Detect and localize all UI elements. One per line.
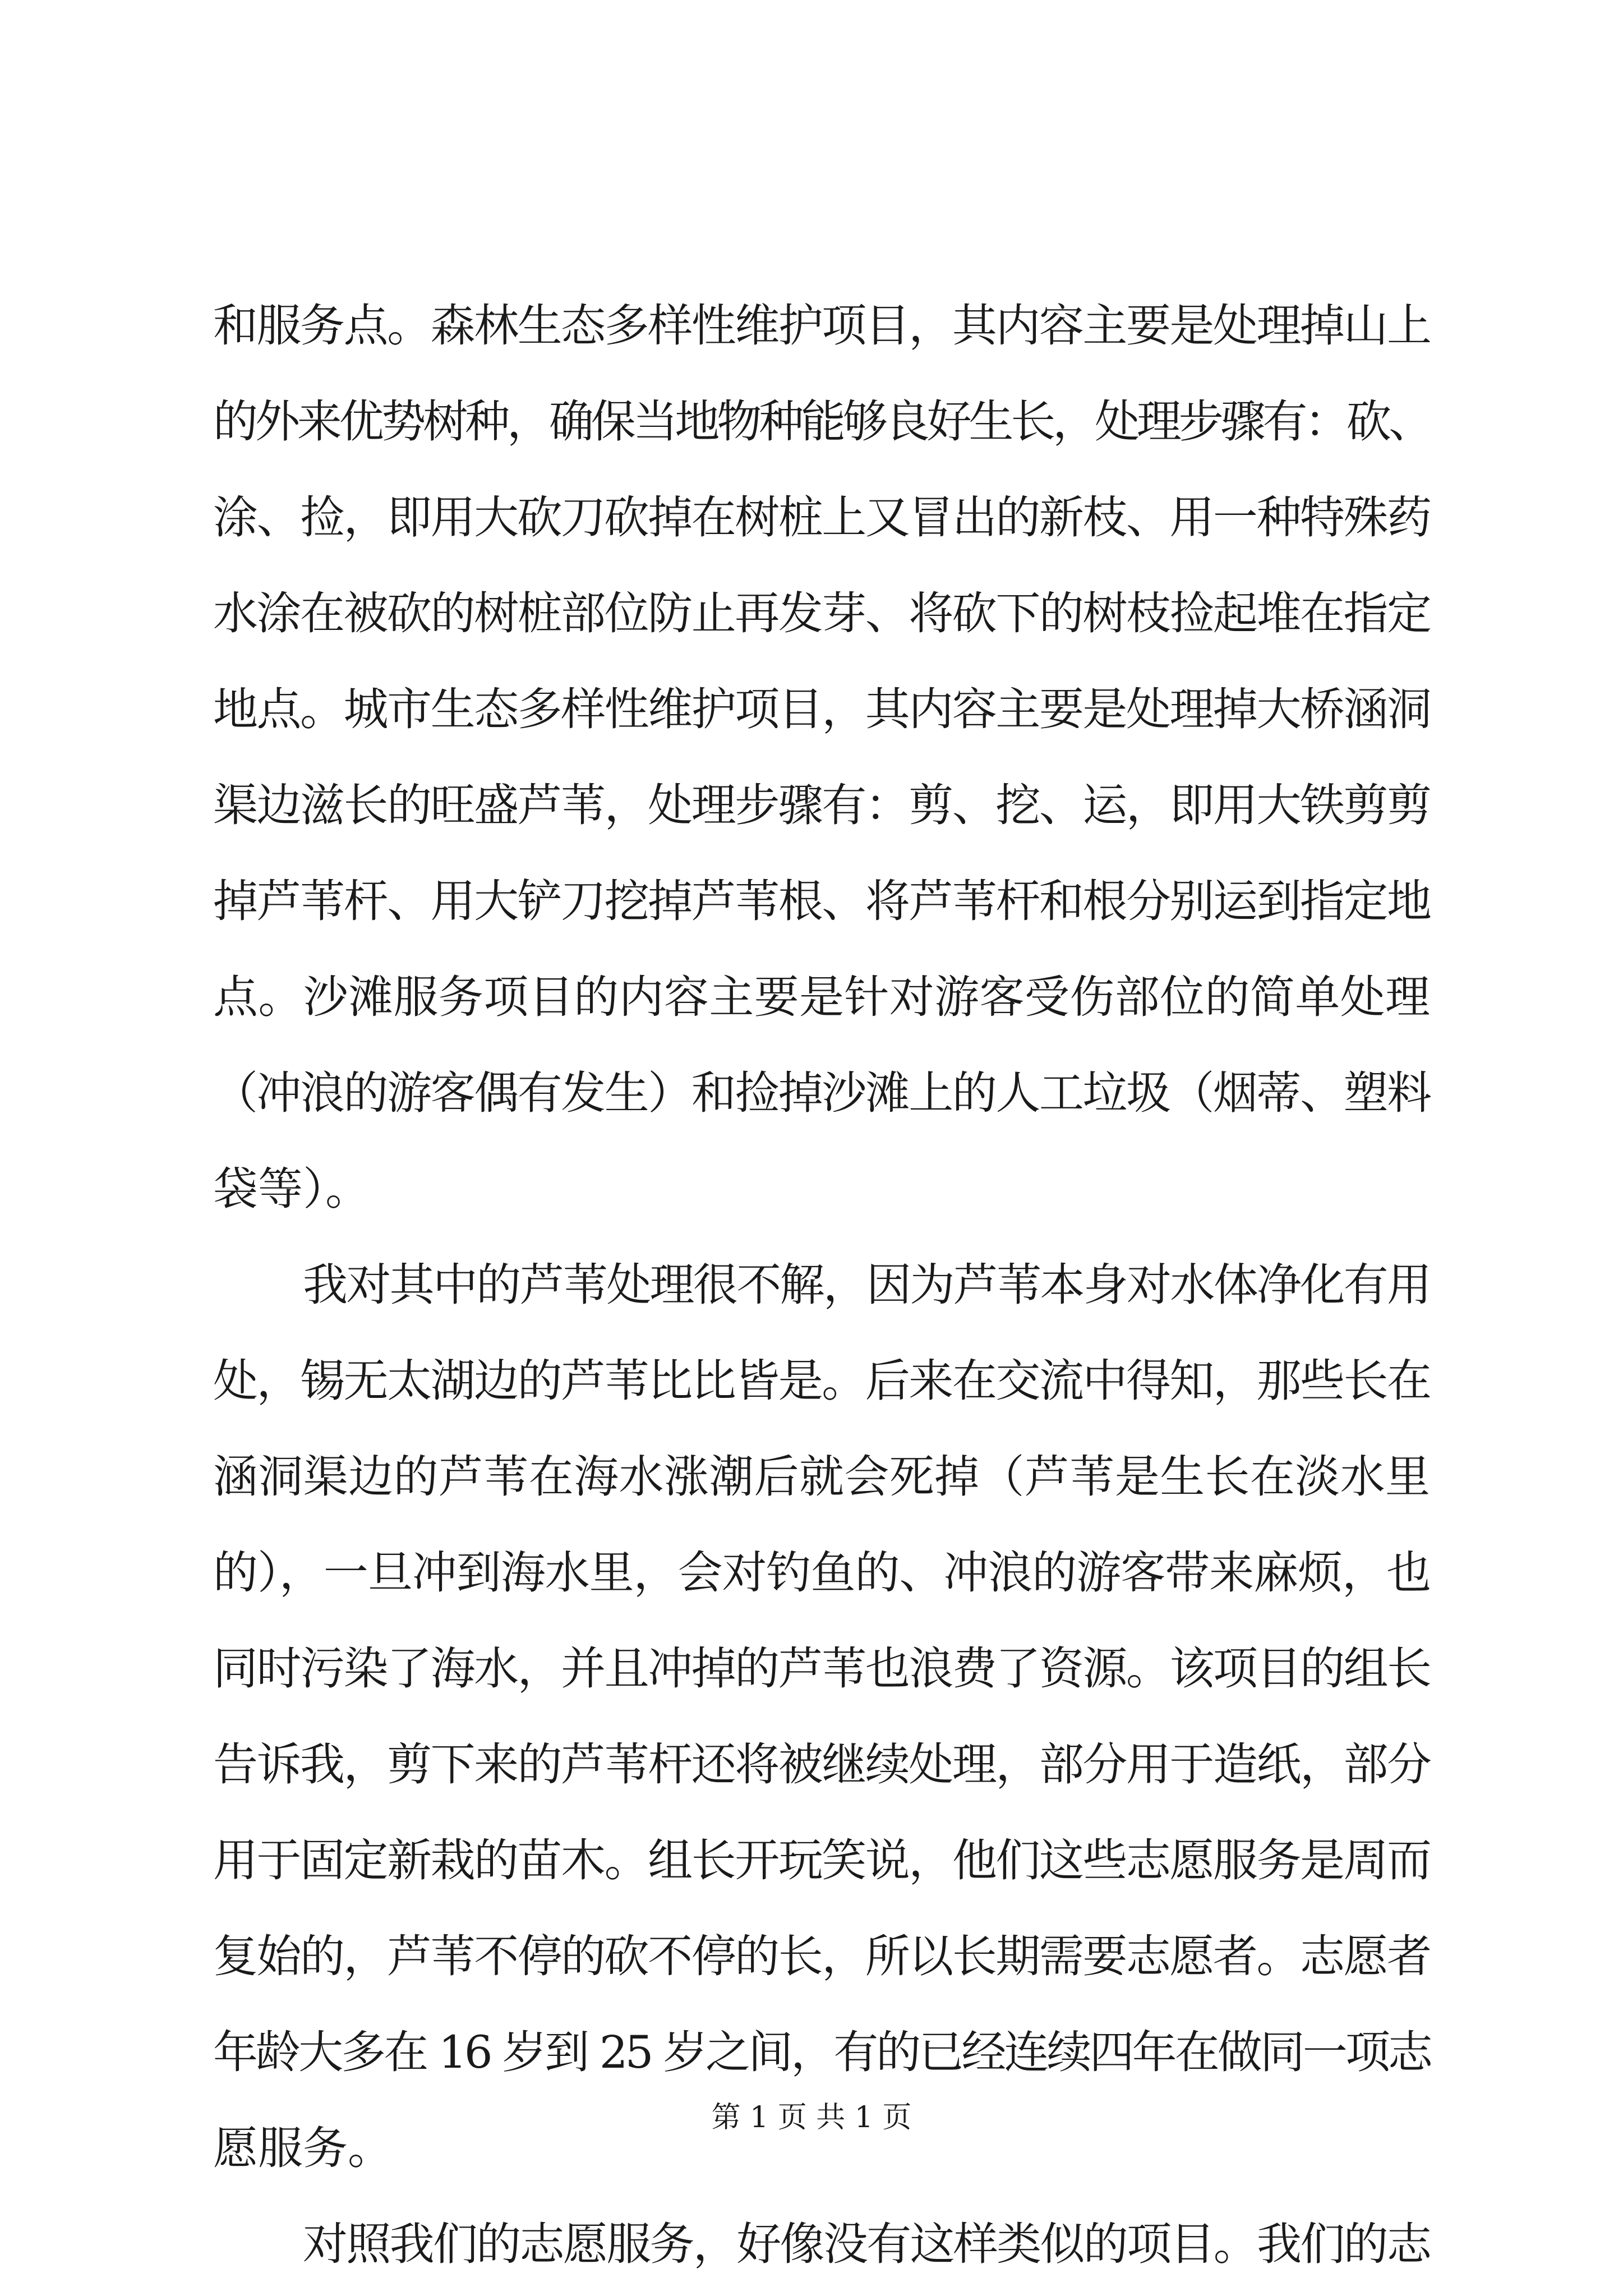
paragraph-start-line: 我对其中的芦苇处理很不解，因为芦苇本身对水体净化有用 [303, 1259, 1430, 1311]
text-line: 的外来优势树种，确保当地物种能够良好生长，处理步骤有：砍、 [213, 395, 1430, 448]
text-line: 和服务点。森林生态多样性维护项目，其内容主要是处理掉山上 [213, 300, 1430, 352]
text-line: 掉芦苇杆、用大铲刀挖掉芦苇根、将芦苇杆和根分别运到指定地 [213, 875, 1430, 927]
text-line: 地点。城市生态多样性维护项目，其内容主要是处理掉大桥涵洞 [213, 683, 1430, 735]
page-number-label: 第 1 页 共 1 页 [711, 2101, 912, 2134]
text-line: 点。沙滩服务项目的内容主要是针对游客受伤部位的简单处理 [213, 971, 1430, 1023]
text-line: 用于固定新栽的苗木。组长开玩笑说，他们这些志愿服务是周而 [213, 1834, 1430, 1887]
paragraph-start-line: 对照我们的志愿服务，好像没有这样类似的项目。我们的志 [303, 2218, 1430, 2270]
text-line: 渠边滋长的旺盛芦苇，处理步骤有：剪、挖、运，即用大铁剪剪 [213, 779, 1430, 831]
text-line: 的），一旦冲到海水里，会对钓鱼的、冲浪的游客带来麻烦，也 [213, 1547, 1430, 1599]
text-line: 涂、捡，即用大砍刀砍掉在树桩上又冒出的新枝、用一种特殊药 [213, 491, 1430, 544]
text-line: 处，锡无太湖边的芦苇比比皆是。后来在交流中得知，那些长在 [213, 1355, 1430, 1407]
page-footer [0, 2098, 1623, 2137]
document-body [213, 278, 1430, 2292]
text-line: 年龄大多在 16 岁到 25 岁之间，有的已经连续四年在做同一项志 [213, 2026, 1430, 2078]
text-line: 袋等）。 [213, 1163, 370, 1215]
text-line: 涵洞渠边的芦苇在海水涨潮后就会死掉（芦苇是生长在淡水里 [213, 1451, 1430, 1503]
text-line: 复始的，芦苇不停的砍不停的长，所以长期需要志愿者。志愿者 [213, 1930, 1430, 1982]
text-line: 同时污染了海水，并且冲掉的芦苇也浪费了资源。该项目的组长 [213, 1642, 1430, 1695]
text-line: 愿服务。 [213, 2122, 393, 2174]
text-line: 告诉我，剪下来的芦苇杆还将被继续处理，部分用于造纸，部分 [213, 1738, 1430, 1791]
text-line: （冲浪的游客偶有发生）和捡掉沙滩上的人工垃圾（烟蒂、塑料 [213, 1067, 1430, 1119]
text-line: 水涂在被砍的树桩部位防止再发芽、将砍下的树枝捡起堆在指定 [213, 587, 1430, 639]
